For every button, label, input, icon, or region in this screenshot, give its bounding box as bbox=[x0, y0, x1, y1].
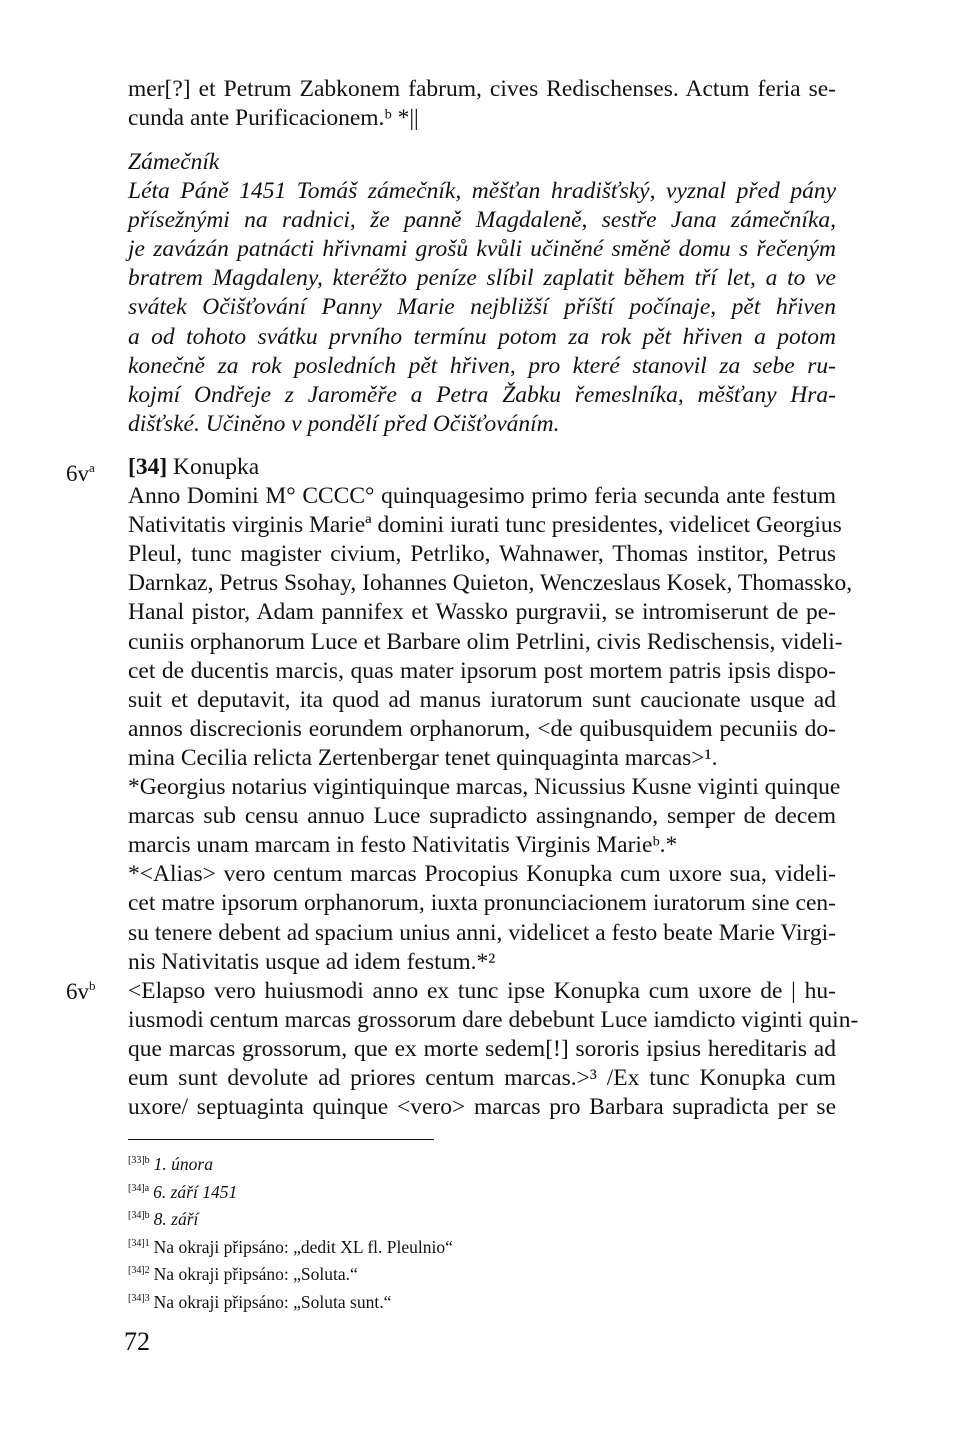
footnote bbox=[128, 1149, 728, 1177]
text-line: Nativitatis virginis Marieª domini iurati tunc presidentes, videlicet Georgius bbox=[128, 512, 842, 539]
footnote-ref: [34]1 bbox=[128, 1237, 150, 1249]
text-line: eum sunt devolute ad priores centum marcas.>³ /Ex tunc Konupka cum bbox=[128, 1064, 836, 1091]
text-line: cuniis orphanorum Luce et Barbare olim Petrlini, civis Redischensis, videli- bbox=[128, 628, 843, 655]
footnote-ref: [34]3 bbox=[128, 1292, 150, 1304]
entry-34 bbox=[128, 453, 859, 1122]
footnote-text: Na okraji připsáno: „Soluta sunt.“ bbox=[153, 1291, 392, 1312]
footnote bbox=[128, 1204, 728, 1232]
folio-marginal-note: $6v^a$ bbox=[66, 460, 95, 486]
text-line: konečně za rok posledních pět hřiven, pro které stanovil za sebe ru- bbox=[128, 352, 836, 379]
text-line: suit et deputavit, ita quod ad manus iuratorum sunt caucionate usque ad bbox=[128, 686, 836, 713]
text-line: marcas sub censu annuo Luce supradicto assingnando, semper de decem bbox=[128, 803, 836, 830]
text-line: svátek Očišťování Panny Marie nejbližší příští počínaje, pět hřiven bbox=[128, 294, 836, 321]
czech-heading: Zámečník bbox=[128, 149, 220, 175]
text-line: Hanal pistor, Adam pannifex et Wassko purgravii, se intromiserunt de pe- bbox=[128, 599, 836, 626]
footnote-ref: [33]b bbox=[128, 1155, 150, 1166]
czech-translation bbox=[128, 148, 836, 439]
entry-heading bbox=[128, 453, 836, 482]
text-line: dišťské. Učiněno v pondělí před Očišťováním. bbox=[128, 410, 560, 437]
footnote-ref: [34]a bbox=[128, 1182, 150, 1194]
entry-number: [34] bbox=[128, 454, 168, 480]
text-line: kojmí Ondřeje z Jaroměře a Petra Žabku řemeslníka, měšťany Hra- bbox=[128, 381, 836, 408]
folio-marginal-note: $6v^b$ bbox=[66, 978, 96, 1004]
entry-title: Konupka bbox=[173, 454, 260, 480]
footnote-text: Na okraji připsáno: „Soluta.“ bbox=[153, 1264, 358, 1284]
footnote-text: 1. února bbox=[153, 1154, 213, 1174]
footnotes bbox=[128, 1149, 728, 1314]
text-line: cunda ante Purificacionem.ᵇ *|| bbox=[128, 105, 419, 132]
footnote bbox=[128, 1259, 728, 1287]
footnote-ref: [34]2 bbox=[128, 1265, 150, 1276]
text-line: Léta Páně 1451 Tomáš zámečník, měšťan hradišťský, vyznal před pány bbox=[128, 178, 836, 205]
text-line: su tenere debent ad spacium unius anni, videlicet a festo beate Marie Virgi- bbox=[128, 919, 836, 946]
text-line: cet de ducentis marcis, quas mater ipsorum post mortem patris ipsis dispo- bbox=[128, 657, 836, 684]
text-line: mina Cecilia relicta Zertenbergar tenet quinquaginta marcas>¹. bbox=[128, 744, 718, 771]
text-line: *<Alias> vero centum marcas Procopius Konupka cum uxore sua, videli- bbox=[128, 861, 836, 888]
footnote-separator bbox=[128, 1139, 434, 1140]
text-line: nis Nativitatis usque ad idem festum.*² bbox=[128, 948, 496, 975]
text-line: a od tohoto svátku prvního termínu potom za rok pět hřiven a potom bbox=[128, 323, 836, 350]
text-line: *Georgius notarius vigintiquinque marcas, Nicussius Kusne viginti quinque bbox=[128, 774, 841, 801]
text-line: přísežnými na radnici, že panně Magdaleně, sestře Jana zámečníka, bbox=[128, 207, 836, 234]
text-line: <Elapso vero huiusmodi anno ex tunc ipse Konupka cum uxore de | hu- bbox=[128, 977, 836, 1004]
top-latin-paragraph bbox=[128, 75, 836, 133]
page-number: 72 bbox=[124, 1327, 150, 1356]
text-line: marcis unam marcam in festo Nativitatis Virginis Marieᵇ.* bbox=[128, 832, 678, 859]
footnote-text: 6. září 1451 bbox=[153, 1181, 238, 1202]
text-line: je zavázán patnácti hřivnami grošů kvůli učiněné směně domu s řečeným bbox=[128, 236, 836, 263]
footnote-ref: [34]b bbox=[128, 1210, 150, 1221]
text-line: bratrem Magdaleny, kteréžto peníze slíbil zaplatit během tří let, a to ve bbox=[128, 265, 836, 292]
text-line: Anno Domini M° CCCC° quinquagesimo primo feria secunda ante festum bbox=[128, 483, 836, 510]
text-line: Pleul, tunc magister civium, Petrliko, Wahnawer, Thomas institor, Petrus bbox=[128, 541, 836, 568]
text-line: uxore/ septuaginta quinque <vero> marcas pro Barbara supradicta per se bbox=[128, 1094, 836, 1121]
footnote bbox=[128, 1177, 728, 1205]
footnote bbox=[128, 1232, 728, 1260]
text-line: Darnkaz, Petrus Ssohay, Iohannes Quieton, Wenczeslaus Kosek, Thomassko, bbox=[128, 570, 853, 597]
footnote-text: Na okraji připsáno: „dedit XL fl. Pleulnio“ bbox=[153, 1236, 453, 1257]
text-line: iusmodi centum marcas grossorum dare debebunt Luce iamdicto viginti quin- bbox=[128, 1006, 859, 1033]
text-line: mer[?] et Petrum Zabkonem fabrum, cives Redischenses. Actum feria se- bbox=[128, 76, 836, 102]
footnote-text: 8. září bbox=[153, 1209, 199, 1229]
footnote bbox=[128, 1287, 728, 1315]
text-line: cet matre ipsorum orphanorum, iuxta pronunciacionem iuratorum sine cen- bbox=[128, 890, 836, 917]
text-line: que marcas grossorum, que ex morte sedem[!] sororis ipsius hereditaris ad bbox=[128, 1035, 836, 1062]
text-line: annos discrecionis eorundem orphanorum, <de quibusquidem pecuniis do- bbox=[128, 715, 836, 742]
